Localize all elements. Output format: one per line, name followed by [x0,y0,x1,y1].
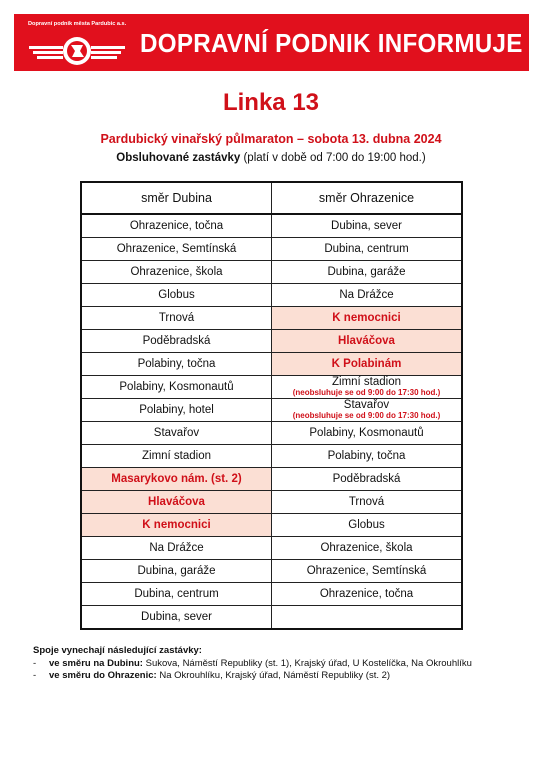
stop-ohrazenice-direction: Hlaváčova [272,330,463,353]
table-row [81,606,462,630]
header-banner [14,14,529,71]
stops-table [80,181,463,630]
stop-ohrazenice-direction: Trnová [272,491,463,514]
banner-title: DOPRAVNÍ PODNIK INFORMUJE [140,28,523,58]
stop-dubina-direction: Polabiny, hotel [81,399,272,422]
skipped-stops-heading: Spoje vynechají následující zastávky: [33,645,202,656]
table-row [81,514,462,537]
stop-dubina-direction: Polabiny, točna [81,353,272,376]
served-validity: (platí v době od 7:00 do 19:00 hod.) [240,152,426,164]
skipped-stops-list: Sukova, Náměstí Republiky (st. 1), Krajský úřad, U Kostelíčka, Na Okrouhlíku [142,658,472,669]
stop-dubina-direction: Na Drážce [81,537,272,560]
stop-ohrazenice-direction: Ohrazenice, škola [272,537,463,560]
stop-ohrazenice-direction: K Polabinám [272,353,463,376]
skipped-stops-item [33,658,472,670]
table-row [81,214,462,238]
column-header-ohrazenice: směr Ohrazenice [272,182,463,214]
table-row [81,537,462,560]
list-dash: - [33,658,37,669]
table-row [81,284,462,307]
skipped-stops-list: Na Okrouhlíku, Krajský úřad, Náměstí Republiky (st. 2) [156,670,391,681]
table-row [81,307,462,330]
stop-ohrazenice-direction: Poděbradská [272,468,463,491]
company-logo-icon [27,32,127,68]
stop-dubina-direction: Globus [81,284,272,307]
stop-dubina-direction: Ohrazenice, točna [81,214,272,238]
table-row [81,376,462,399]
stop-service-note: (neobsluhuje se od 9:00 do 17:30 hod.) [292,388,441,397]
stops-table-body [81,214,462,629]
stop-ohrazenice-direction: Ohrazenice, Semtínská [272,560,463,583]
column-header-dubina: směr Dubina [81,182,272,214]
served-label: Obsluhované zastávky [116,152,241,164]
stop-name: Zimní stadion [331,376,402,388]
stop-ohrazenice-direction: Dubina, sever [272,214,463,238]
table-row [81,491,462,514]
table-row [81,261,462,284]
stop-service-note: (neobsluhuje se od 9:00 do 17:30 hod.) [292,411,441,420]
stop-dubina-direction: Ohrazenice, Semtínská [81,238,272,261]
company-name: Dopravní podnik města Pardubic a.s. [28,21,127,27]
table-row [81,445,462,468]
stop-ohrazenice-direction: Dubina, centrum [272,238,463,261]
stop-dubina-direction: Trnová [81,307,272,330]
stop-dubina-direction: K nemocnici [81,514,272,537]
served-stops-caption [0,152,542,164]
stop-ohrazenice-direction [272,399,463,422]
stop-ohrazenice-direction: Globus [272,514,463,537]
table-row [81,583,462,606]
skipped-direction-label: ve směru na Dubinu: [49,658,143,669]
skipped-direction-label: ve směru do Ohrazenic: [49,670,157,681]
table-row [81,238,462,261]
table-row [81,560,462,583]
stop-dubina-direction: Zimní stadion [81,445,272,468]
skipped-stops-note [33,645,472,682]
stop-ohrazenice-direction: Na Drážce [272,284,463,307]
stop-dubina-direction: Masarykovo nám. (st. 2) [81,468,272,491]
stop-dubina-direction: Stavařov [81,422,272,445]
table-header-row [81,182,462,214]
stop-dubina-direction: Poděbradská [81,330,272,353]
skipped-stops-item [33,670,472,682]
stop-dubina-direction: Dubina, centrum [81,583,272,606]
stop-ohrazenice-direction: K nemocnici [272,307,463,330]
stop-ohrazenice-direction: Polabiny, točna [272,445,463,468]
stop-dubina-direction: Hlaváčova [81,491,272,514]
stop-dubina-direction: Dubina, sever [81,606,272,630]
list-dash: - [33,670,37,681]
stop-ohrazenice-direction: Polabiny, Kosmonautů [272,422,463,445]
stop-ohrazenice-direction: Ohrazenice, točna [272,583,463,606]
stop-name: Stavařov [343,399,390,411]
line-title: Linka 13 [222,89,320,116]
stop-ohrazenice-direction [272,376,463,399]
stop-ohrazenice-direction: Dubina, garáže [272,261,463,284]
stop-ohrazenice-direction [272,606,463,630]
table-row [81,468,462,491]
event-subtitle: Pardubický vinařský půlmaraton – sobota 13. dubna 2024 [100,132,442,146]
table-row [81,399,462,422]
table-row [81,422,462,445]
stop-dubina-direction: Dubina, garáže [81,560,272,583]
stop-dubina-direction: Ohrazenice, škola [81,261,272,284]
stop-dubina-direction: Polabiny, Kosmonautů [81,376,272,399]
table-row [81,353,462,376]
table-row [81,330,462,353]
